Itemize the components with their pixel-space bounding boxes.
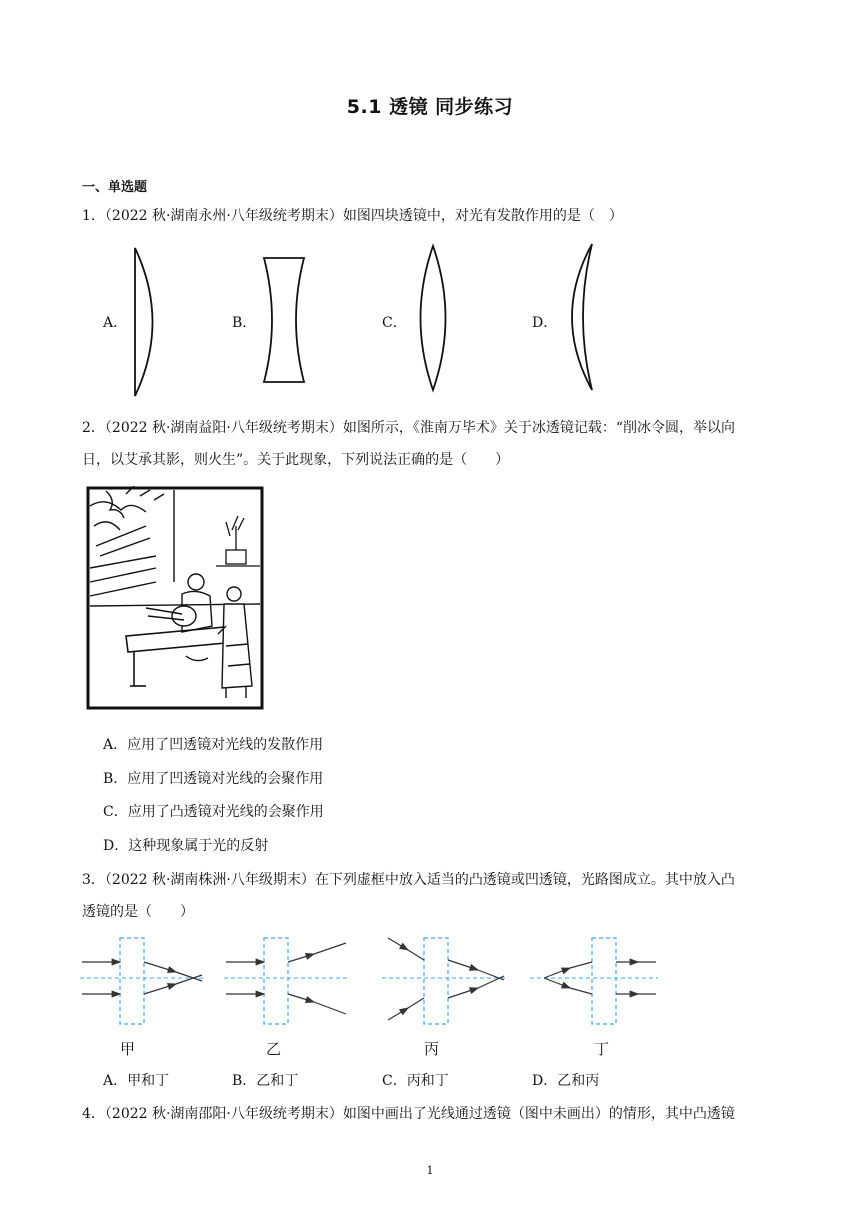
- q1-option-d-label: D．: [532, 315, 558, 331]
- diagram-jia: [80, 938, 204, 1024]
- q1-lens-a-plano-convex: [128, 244, 164, 400]
- q2-option-c: C．应用了凸透镜对光线的会聚作用: [103, 804, 324, 820]
- question-2-line-2: 日，以艾承其影，则火生”。关于此现象，下列说法正确的是（ ）: [82, 452, 510, 468]
- ice-lens-illustration: [86, 486, 264, 710]
- q1-option-b-label: B．: [232, 315, 257, 331]
- q1-lens-c-biconvex: [410, 243, 456, 393]
- q1-lens-b-biconcave: [260, 255, 310, 385]
- question-4-line-1: 4．（2022 秋·湖南邵阳·八年级统考期末）如图中画出了光线通过透镜（图中未画出）的情形，其中凸透镜: [82, 1106, 735, 1122]
- diagram-bing: [382, 938, 508, 1024]
- figure-label-jia: 甲: [120, 1040, 136, 1058]
- q1-option-c-label: C．: [382, 315, 407, 331]
- diagram-yi: [224, 938, 348, 1024]
- page-number: 1: [426, 1164, 434, 1177]
- q3-option-d: D．乙和丙: [532, 1073, 600, 1089]
- figure-label-ding: 丁: [594, 1040, 610, 1058]
- diagram-ding: [530, 938, 658, 1024]
- question-3-line-2: 透镜的是（ ）: [82, 904, 194, 920]
- page-title: 5.1 透镜 同步练习: [346, 96, 514, 118]
- question-3-line-1: 3．（2022 秋·湖南株洲·八年级期末）在下列虚框中放入适当的凸透镜或凹透镜，光路图成立。其中放入凸: [82, 872, 735, 888]
- q2-option-d: D．这种现象属于光的反射: [103, 838, 269, 854]
- figure-label-bing: 丙: [424, 1040, 440, 1058]
- q1-lens-d-meniscus: [556, 240, 602, 394]
- light-path-diagrams: [78, 934, 668, 1030]
- question-2-line-1: 2．（2022 秋·湖南益阳·八年级统考期末）如图所示，《淮南万毕术》关于冰透镜记载：“削冰令圆，举以向: [82, 420, 736, 436]
- q3-option-c: C．丙和丁: [382, 1073, 449, 1089]
- figure-label-yi: 乙: [266, 1040, 282, 1058]
- q1-option-a-label: A．: [103, 315, 128, 331]
- q2-option-a: A．应用了凹透镜对光线的发散作用: [103, 737, 324, 753]
- q2-option-b: B．应用了凹透镜对光线的会聚作用: [103, 771, 324, 787]
- q3-option-a: A．甲和丁: [103, 1073, 170, 1089]
- q3-option-b: B．乙和丁: [232, 1073, 299, 1089]
- section-heading: 一、单选题: [82, 180, 148, 195]
- question-1-text: 1．（2022 秋·湖南永州·八年级统考期末）如图四块透镜中，对光有发散作用的是（ ）: [82, 208, 623, 224]
